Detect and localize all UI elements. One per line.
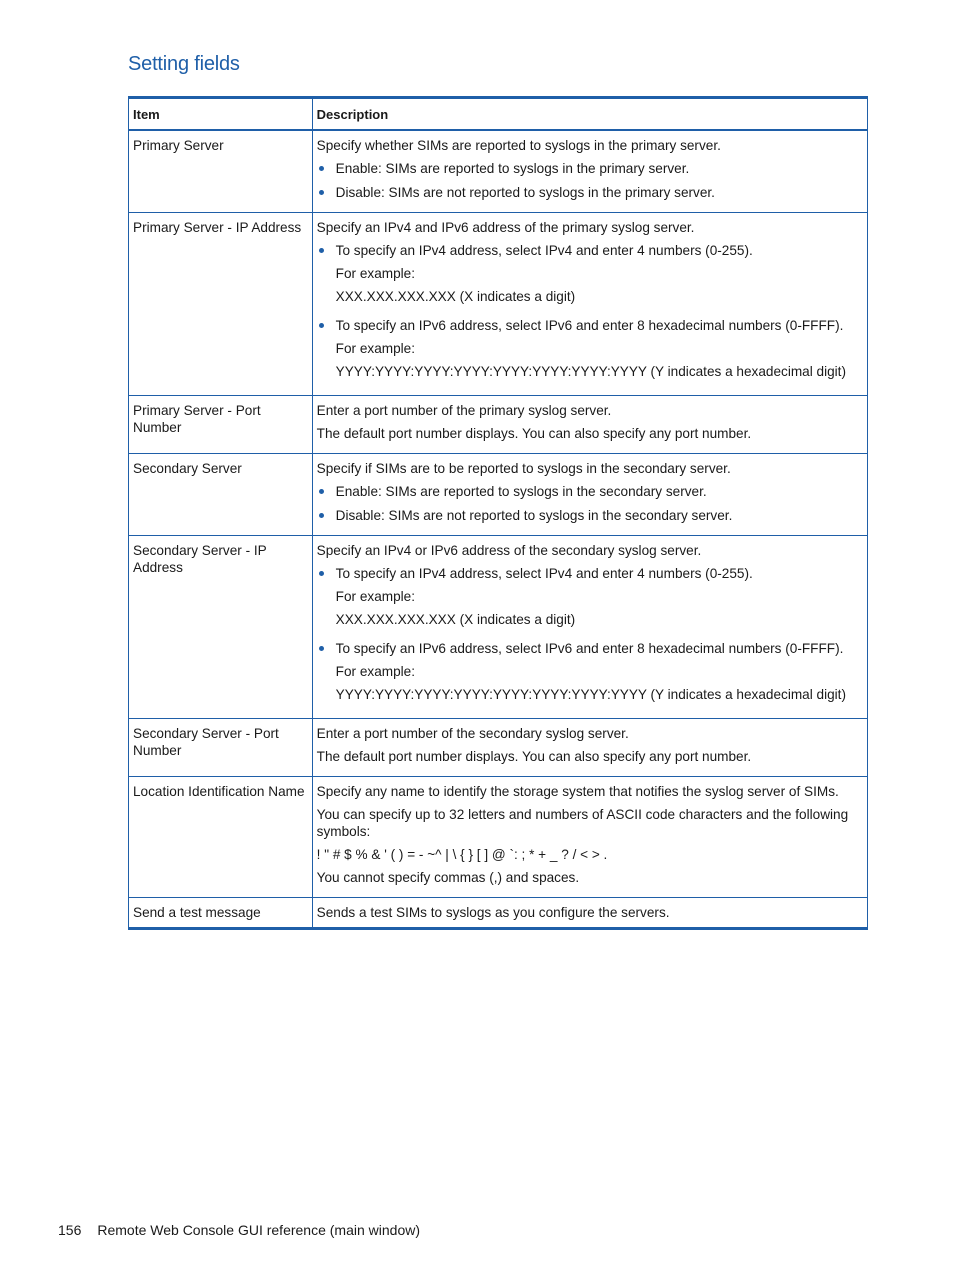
list-item <box>317 565 863 628</box>
list-item-text: Enable: SIMs are reported to syslogs in the primary server. <box>335 161 690 176</box>
bullet-icon <box>319 646 324 651</box>
description-cell <box>312 897 867 928</box>
list-item <box>317 160 863 177</box>
list-item <box>317 184 863 201</box>
list-item-text: Disable: SIMs are not reported to syslogs in the secondary server. <box>335 507 733 523</box>
example-label: For example: <box>335 663 415 679</box>
description-cell <box>312 776 867 897</box>
table-row <box>129 776 868 897</box>
example-value: XXX.XXX.XXX.XXX (X indicates a digit) <box>335 288 576 304</box>
example-label: For example: <box>335 265 415 281</box>
list-item <box>317 317 863 380</box>
description-cell <box>312 718 867 776</box>
settings-table <box>128 96 868 930</box>
page-number: 156 <box>58 1222 82 1238</box>
bullet-list <box>317 160 863 201</box>
column-header-item: Item <box>129 98 313 131</box>
bullet-icon <box>319 323 324 328</box>
item-cell: Secondary Server - IP Address <box>129 535 313 718</box>
bullet-icon <box>319 248 324 253</box>
example-label: For example: <box>335 340 415 356</box>
list-item-text: To specify an IPv4 address, select IPv4 and enter 4 numbers (0-255). <box>335 242 753 258</box>
table-row <box>129 453 868 535</box>
table-row <box>129 897 868 928</box>
bullet-list <box>317 242 863 380</box>
list-item-text: Enable: SIMs are reported to syslogs in the secondary server. <box>335 483 707 499</box>
item-cell: Primary Server - IP Address <box>129 212 313 395</box>
description-text: The default port number displays. You can also specify any port number. <box>316 748 752 764</box>
example-value: YYYY:YYYY:YYYY:YYYY:YYYY:YYYY:YYYY:YYYY (Y indicates a hexadecimal digit) <box>335 363 846 379</box>
description-text: Specify an IPv4 or IPv6 address of the secondary syslog server. <box>316 542 702 558</box>
description-text: Specify if SIMs are to be reported to syslogs in the secondary server. <box>316 460 731 476</box>
list-item-text: Disable: SIMs are not reported to syslogs in the primary server. <box>335 185 715 200</box>
table-row <box>129 535 868 718</box>
bullet-icon <box>319 513 324 518</box>
description-text: Enter a port number of the secondary syslog server. <box>316 725 629 741</box>
allowed-symbols: ! " # $ % & ' ( ) = - ~^ | \ { } [ ] @ `: ; * + _ ? / < > . <box>316 846 608 862</box>
description-cell <box>312 453 867 535</box>
description-text: You cannot specify commas (,) and spaces. <box>316 869 580 885</box>
bullet-icon <box>319 190 324 195</box>
item-cell: Primary Server - Port Number <box>129 395 313 453</box>
bullet-list <box>317 483 863 524</box>
description-text: Specify an IPv4 and IPv6 address of the primary syslog server. <box>316 219 695 235</box>
list-item <box>317 483 863 500</box>
description-cell <box>312 395 867 453</box>
item-cell: Location Identification Name <box>129 776 313 897</box>
description-cell <box>312 130 867 212</box>
example-value: YYYY:YYYY:YYYY:YYYY:YYYY:YYYY:YYYY:YYYY (Y indicates a hexadecimal digit) <box>335 686 846 702</box>
table-header-row <box>129 98 868 131</box>
list-item-text: To specify an IPv6 address, select IPv6 and enter 8 hexadecimal numbers (0-FFFF). <box>335 317 844 333</box>
bullet-icon <box>319 489 324 494</box>
list-item <box>317 507 863 524</box>
description-text: Specify whether SIMs are reported to syslogs in the primary server. <box>316 138 721 153</box>
list-item <box>317 640 863 703</box>
item-cell: Send a test message <box>129 897 313 928</box>
list-item-text: To specify an IPv6 address, select IPv6 and enter 8 hexadecimal numbers (0-FFFF). <box>335 640 844 656</box>
description-cell <box>312 212 867 395</box>
description-text: Sends a test SIMs to syslogs as you configure the servers. <box>316 904 670 920</box>
item-cell: Secondary Server <box>129 453 313 535</box>
page-title: Setting fields <box>128 53 240 75</box>
item-cell: Secondary Server - Port Number <box>129 718 313 776</box>
table-row <box>129 718 868 776</box>
bullet-icon <box>319 166 324 171</box>
column-header-description: Description <box>312 98 867 131</box>
list-item-text: To specify an IPv4 address, select IPv4 and enter 4 numbers (0-255). <box>335 565 753 581</box>
item-cell: Primary Server <box>129 130 313 212</box>
description-cell <box>312 535 867 718</box>
description-text: Enter a port number of the primary syslog server. <box>316 402 612 418</box>
description-text: The default port number displays. You can also specify any port number. <box>316 425 752 441</box>
bullet-list <box>317 565 863 703</box>
page-footer <box>58 1222 420 1238</box>
example-label: For example: <box>335 588 415 604</box>
table-row <box>129 395 868 453</box>
table-row <box>129 212 868 395</box>
footer-text: Remote Web Console GUI reference (main window) <box>97 1222 421 1238</box>
example-value: XXX.XXX.XXX.XXX (X indicates a digit) <box>335 611 576 627</box>
bullet-icon <box>319 571 324 576</box>
list-item <box>317 242 863 305</box>
description-text: Specify any name to identify the storage system that notifies the syslog server of SIMs. <box>316 783 839 799</box>
description-text: You can specify up to 32 letters and numbers of ASCII code characters and the following symbols: <box>316 806 849 839</box>
table-row <box>129 130 868 212</box>
